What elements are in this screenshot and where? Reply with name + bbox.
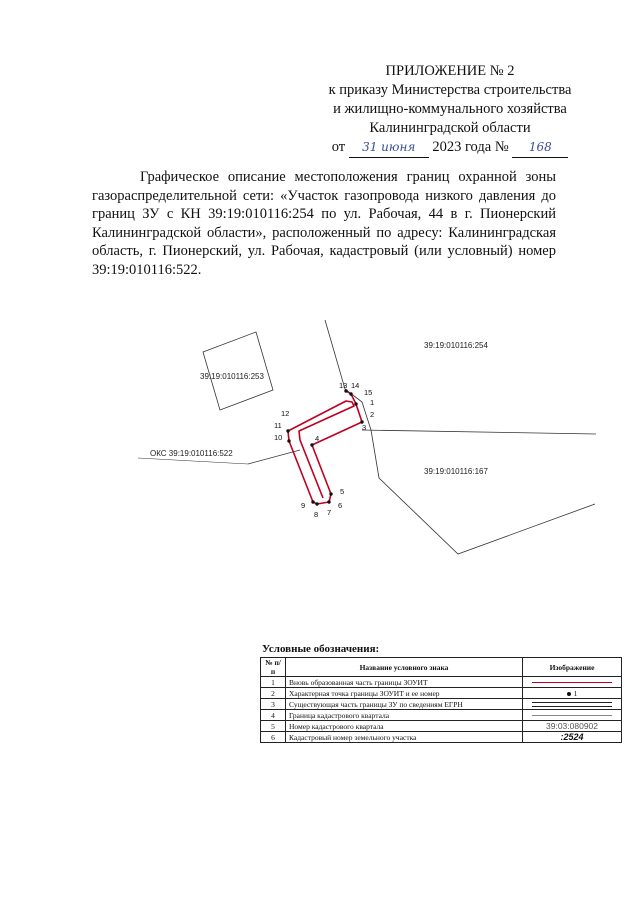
legend-row <box>261 710 622 721</box>
point-marker <box>311 500 314 503</box>
legend <box>260 643 622 743</box>
legend-num: 6 <box>261 732 286 743</box>
date-prefix: от <box>331 139 346 155</box>
point-number: 9 <box>301 501 306 510</box>
oks-leader-line <box>138 458 248 464</box>
legend-symbol-zone-line <box>523 677 622 688</box>
point-number: 5 <box>340 487 345 496</box>
legend-row <box>261 677 622 688</box>
legend-row <box>261 688 622 699</box>
order-line-1: к приказу Министерства строительства <box>328 82 572 98</box>
point-marker <box>327 500 330 503</box>
point-number: 8 <box>314 510 319 519</box>
legend-row <box>261 732 622 743</box>
point-number: 12 <box>281 409 290 418</box>
oks-label: ОКС 39:19:010116:522 <box>150 449 233 458</box>
legend-name: Существующая часть границы ЗУ по сведениям ЕГРН <box>286 699 523 710</box>
legend-num: 4 <box>261 710 286 721</box>
point-marker <box>329 492 332 495</box>
legend-symbol-point <box>523 688 622 699</box>
legend-name: Кадастровый номер земельного участка <box>286 732 523 743</box>
legend-num: 2 <box>261 688 286 699</box>
point-marker <box>310 443 313 446</box>
oks-boundary-line <box>248 450 300 464</box>
description-block <box>92 168 556 279</box>
legend-num: 1 <box>261 677 286 688</box>
point-marker <box>315 502 318 505</box>
point-marker <box>354 402 357 405</box>
legend-header-row <box>261 658 622 677</box>
point-number: 15 <box>364 388 373 397</box>
legend-header-num: № п/п <box>261 658 286 677</box>
legend-symbol-quarter-number: 39:03:080902 <box>523 721 622 732</box>
point-number: 4 <box>315 434 320 443</box>
cadastral-map <box>0 310 640 570</box>
legend-num: 5 <box>261 721 286 732</box>
quarter-boundary-east <box>362 430 596 434</box>
point-number: 2 <box>370 410 375 419</box>
legend-row <box>261 699 622 710</box>
point-number: 14 <box>351 381 360 390</box>
boundary-line-north <box>325 320 348 390</box>
parcel-boundary-symbol <box>532 702 612 707</box>
point-marker <box>286 429 289 432</box>
legend-table <box>260 657 622 743</box>
handwritten-number: 168 <box>512 138 568 158</box>
parcel-label-167: 39:19:010116:167 <box>424 467 488 476</box>
map-svg <box>0 310 640 570</box>
point-symbol-icon <box>567 692 571 696</box>
appendix-header <box>300 62 600 158</box>
point-marker <box>287 439 290 442</box>
legend-name: Характерная точка границы ЗОУИТ и ее номер <box>286 688 523 699</box>
legend-symbol-parcel-number: :2524 <box>523 732 622 743</box>
legend-row <box>261 721 622 732</box>
legend-name: Номер кадастрового квартала <box>286 721 523 732</box>
legend-num: 3 <box>261 699 286 710</box>
date-middle: 2023 года № <box>432 139 509 155</box>
point-number: 10 <box>274 433 283 442</box>
order-date-line <box>300 138 600 158</box>
zone-boundary <box>288 391 362 504</box>
legend-name: Граница кадастрового квартала <box>286 710 523 721</box>
legend-header-image: Изображение <box>523 658 622 677</box>
legend-symbol-parcel-boundary <box>523 699 622 710</box>
legend-symbol-quarter-boundary <box>523 710 622 721</box>
point-symbol-number: 1 <box>573 688 578 698</box>
point-number: 11 <box>274 421 282 430</box>
legend-header-name: Название условного знака <box>286 658 523 677</box>
quarter-boundary-symbol <box>532 715 612 716</box>
parcel-253-boundary <box>203 332 273 410</box>
point-number: 3 <box>362 423 367 432</box>
point-number: 13 <box>339 381 348 390</box>
handwritten-date: 31 июня <box>349 138 429 158</box>
point-number: 6 <box>338 501 343 510</box>
point-number: 1 <box>370 398 375 407</box>
appendix-title: ПРИЛОЖЕНИЕ № 2 <box>385 63 515 79</box>
order-line-2: и жилищно-коммунального хозяйства <box>333 101 567 117</box>
legend-title: Условные обозначения: <box>262 643 380 655</box>
parcel-label-253: 39:19:010116:253 <box>200 372 264 381</box>
point-number: 7 <box>327 508 332 517</box>
parcel-label-254: 39:19:010116:254 <box>424 341 488 350</box>
point-marker <box>349 392 352 395</box>
legend-name: Вновь образованная часть границы ЗОУИТ <box>286 677 523 688</box>
zone-line-symbol <box>532 682 612 683</box>
description-paragraph: Графическое описание местоположения границ охранной зоны газораспределительной сети: «Участок газопровода низкого давления до границ ЗУ с КН 39:19:010116:254 по ул. Рабочая, 44 в г. Пионерский Калининградской области», расположенный по адресу: Калининградская область, г. Пионерский, ул. Рабочая, кадастровый (или условный) номер 39:19:010116:522. <box>92 169 556 278</box>
order-line-3: Калининградской области <box>369 120 531 136</box>
